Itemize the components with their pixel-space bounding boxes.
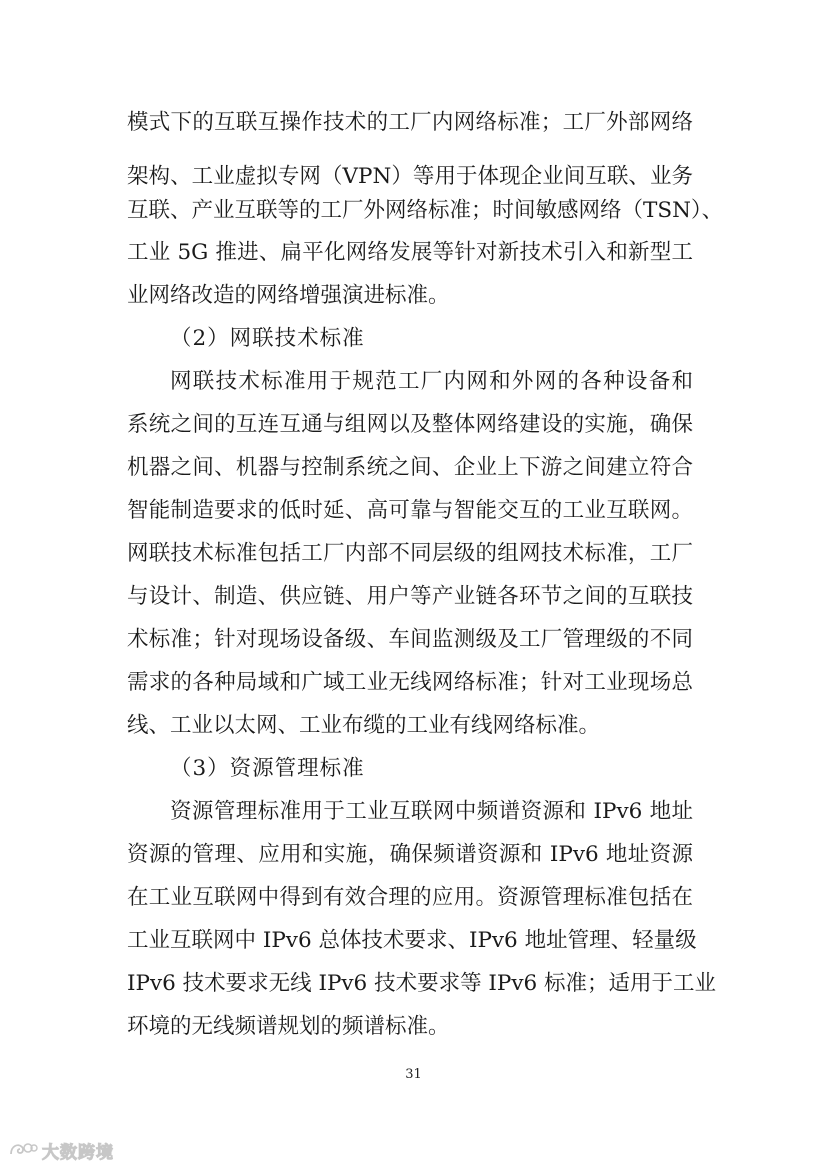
paragraph-line: 互联、产业互联等的工厂外网络标准；时间敏感网络（TSN）、	[127, 198, 724, 223]
paragraph-line: 资源的管理、应用和实施，确保频谱资源和 IPv6 地址资源	[127, 842, 693, 867]
watermark-text: 大数跨境	[42, 1142, 114, 1163]
watermark	[8, 1138, 114, 1162]
paragraph-line: 模式下的互联互操作技术的工厂内网络标准；工厂外部网络	[127, 110, 693, 135]
paragraph-line: 需求的各种局域和广域工业无线网络标准；针对工业现场总	[127, 670, 693, 695]
paragraph-line: 网联技术标准用于规范工厂内网和外网的各种设备和	[170, 369, 693, 394]
paragraph-line: 工业互联网中 IPv6 总体技术要求、IPv6 地址管理、轻量级	[127, 928, 697, 953]
page-number: 31	[405, 1067, 422, 1082]
paragraph-line: 机器之间、机器与控制系统之间、企业上下游之间建立符合	[127, 455, 693, 480]
paragraph-line: IPv6 技术要求无线 IPv6 技术要求等 IPv6 标准；适用于工业	[127, 971, 717, 996]
paragraph-line: 资源管理标准用于工业互联网中频谱资源和 IPv6 地址	[170, 799, 693, 824]
paragraph-line: 网联技术标准包括工厂内部不同层级的组网技术标准，工厂	[127, 541, 693, 566]
brand-logo-icon	[8, 1140, 38, 1160]
paragraph-line: 与设计、制造、供应链、用户等产业链各环节之间的互联技	[127, 584, 693, 609]
section-heading: （3）资源管理标准	[170, 756, 365, 781]
paragraph-line: 环境的无线频谱规划的频谱标准。	[127, 1014, 450, 1039]
paragraph-line: 智能制造要求的低时延、高可靠与智能交互的工业互联网。	[127, 498, 693, 523]
section-heading: （2）网联技术标准	[170, 326, 365, 351]
paragraph-line: 系统之间的互连互通与组网以及整体网络建设的实施，确保	[127, 412, 693, 437]
paragraph-line: 工业 5G 推进、扁平化网络发展等针对新技术引入和新型工	[127, 240, 693, 265]
paragraph-line: 术标准；针对现场设备级、车间监测级及工厂管理级的不同	[127, 627, 693, 652]
paragraph-line: 架构、工业虚拟专网（VPN）等用于体现企业间互联、业务	[127, 164, 693, 189]
paragraph-line: 线、工业以太网、工业布缆的工业有线网络标准。	[127, 713, 601, 738]
paragraph-line: 在工业互联网中得到有效合理的应用。资源管理标准包括在	[127, 885, 693, 910]
paragraph-line: 业网络改造的网络增强演进标准。	[127, 283, 450, 308]
